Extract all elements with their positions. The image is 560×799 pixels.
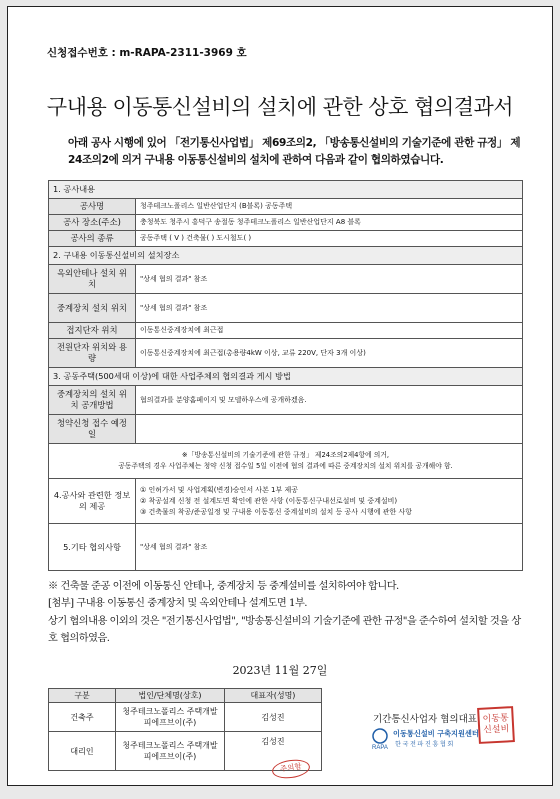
ground-terminal-value: 이동통신중계장치에 최근접 — [136, 323, 523, 339]
construction-name-value: 청주테크노폴리스 일반산업단지 (B블록) 공동주택 — [136, 199, 523, 215]
consultation-table — [48, 180, 523, 571]
footer-text — [48, 578, 522, 648]
antenna-location-label: 옥외안테나 설치 위치 — [49, 265, 136, 294]
logo-mark-text: RAPA — [372, 745, 388, 751]
construction-type-value: 공동주택 ( V ) 건축물( ) 도시철도( ) — [136, 231, 523, 247]
intro-paragraph: 아래 공사 시행에 있어 「전기통신사업법」 제69조의2, 「방송통신설비의 기술기준에 관한 규정」 제24조의2에 의거 구내용 이동통신설비의 설치에 관하여 다음과 같이 협의하였습니다. — [68, 137, 521, 166]
document-date: 2023년 11월 27일 — [232, 664, 328, 677]
agency-seal: 이동통신설비 — [477, 706, 515, 744]
other-matters-value: "상세 협의 결과" 참조 — [136, 524, 523, 571]
logo-subtitle: 한국전파진흥협회 — [395, 741, 455, 748]
sign-row-role: 건축주 — [49, 703, 116, 732]
sign-header-org: 법인/단체명(상호) — [116, 689, 225, 703]
ground-terminal-label: 접지단자 위치 — [49, 323, 136, 339]
info-provision-label: 4.공사와 관련한 정보의 제공 — [49, 479, 136, 524]
disclosure-method-value: 협의결과를 분양홈페이지 및 모델하우스에 공개하겠음. — [136, 386, 523, 415]
regulation-note-line-2: 공동주택의 경우 사업주체는 청약 신청 접수일 5일 이전에 협의 결과에 따른 중계장치의 설치 위치를 공개해야 함. — [118, 462, 453, 470]
repeater-location-label: 중계장치 설치 위치 — [49, 294, 136, 323]
sign-row-rep: 김성진 — [225, 703, 322, 732]
info-provision-item: ③ 건축물의 착공/준공일정 및 구내용 이동통신 중계설비의 설치 등 공사 시행에 관한 사항 — [140, 507, 413, 516]
subscription-date-value — [136, 415, 523, 444]
power-terminal-value: 이동통신중계장치에 최근접(총용량4kW 이상, 교류 220V, 단자 3개 이상) — [136, 339, 523, 368]
construction-name-label: 공사명 — [49, 199, 136, 215]
logo-name: 이동통신설비 구축지원센터 — [393, 729, 479, 738]
section-3-header: 3. 공동주택(500세대 이상)에 대한 사업주체의 협의결과 게시 방법 — [49, 368, 523, 386]
footer-agreement: 상기 협의내용 이외의 것은 "전기통신사업법", "방송통신설비의 기술기준에 관한 규정"을 준수하여 설치할 것을 상호 협의하였음. — [48, 615, 521, 645]
sign-header-role: 구분 — [49, 689, 116, 703]
construction-location-value: 충청북도 청주시 흥덕구 송절동 청주테크노폴리스 일반산업단지 A8 블록 — [136, 215, 523, 231]
construction-type-label: 공사의 종류 — [49, 231, 136, 247]
sign-header-rep: 대표자(성명) — [225, 689, 322, 703]
repeater-location-value: "상세 협의 결과" 참조 — [136, 294, 523, 323]
rapa-logo — [371, 725, 479, 751]
representative-stamp: 주의함 — [271, 757, 311, 780]
info-provision-item: ① 인허가서 및 사업계획(변경)승인서 사본 1부 제공 — [140, 485, 299, 494]
application-number: 신청접수번호 : m-RAPA-2311-3969 호 — [47, 47, 247, 59]
info-provision-list — [136, 479, 523, 524]
logo-mark-circle — [373, 729, 387, 743]
other-matters-label: 5.기타 협의사항 — [49, 524, 136, 571]
document-title: 구내용 이동통신설비의 설치에 관한 상호 협의결과서 — [46, 95, 514, 119]
power-terminal-label: 전원단자 위치와 용량 — [49, 339, 136, 368]
antenna-location-value: "상세 협의 결과" 참조 — [136, 265, 523, 294]
regulation-note-line-1: ※「방송통신설비의 기술기준에 관한 규정」 제24조의2제4항에 의거, — [181, 451, 390, 459]
document-page — [7, 6, 553, 786]
signature-table — [48, 688, 322, 771]
section-1-header: 1. 공사내용 — [49, 181, 523, 199]
subscription-date-label: 청약신청 접수 예정일 — [49, 415, 136, 444]
footer-notice: ※ 건축물 준공 이전에 이동통신 안테나, 중계장치 등 중계설비를 설치하여야 합니다. — [48, 581, 399, 592]
footer-attachment: [첨부] 구내용 이동통신 중계장치 및 옥외안테나 설계도면 1부. — [48, 598, 308, 610]
sign-row-role: 대리인 — [49, 732, 116, 771]
regulation-note — [49, 444, 523, 479]
info-provision-item: ② 착공설계 신청 전 설계도면 확인에 관한 사항 (이동통신구내선로설비 및 중계설비) — [140, 496, 398, 505]
disclosure-method-label: 중계장치의 설치 위치 공개방법 — [49, 386, 136, 415]
agency-label: 기간통신사업자 협의대표 — [373, 714, 477, 725]
sign-row-org: 청주테크노폴리스 주택개발 피에프브이(주) — [116, 732, 225, 771]
construction-location-label: 공사 장소(주소) — [49, 215, 136, 231]
sign-row-org: 청주테크노폴리스 주택개발 피에프브이(주) — [116, 703, 225, 732]
section-2-header: 2. 구내용 이동통신설비의 설치장소 — [49, 247, 523, 265]
sign-row-rep: 김성진 — [225, 732, 322, 771]
